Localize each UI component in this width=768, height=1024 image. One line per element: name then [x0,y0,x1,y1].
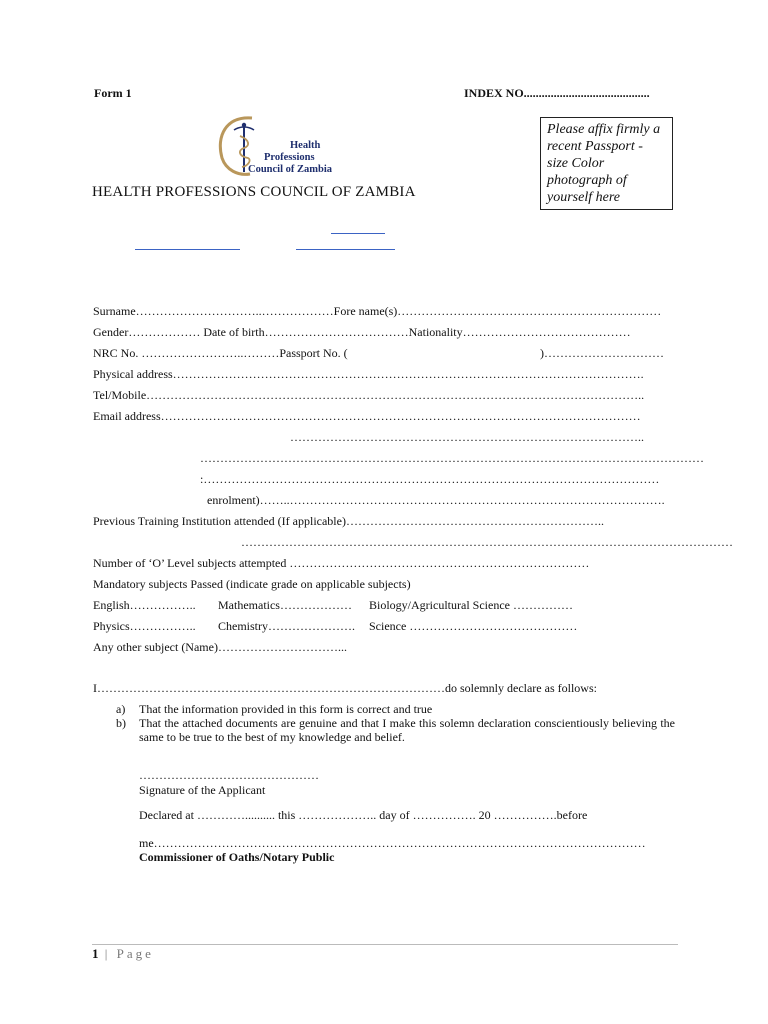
passport-photo-box: Please affix firmly a recent Passport - size Color photograph of yourself here [540,117,673,210]
form-number-label: Form 1 [94,86,132,100]
tel-mobile-field[interactable]: Tel/Mobile…………………………………………………………………………………………………………….. [93,388,645,402]
nrc-passport-field[interactable]: NRC No. ……………………..………Passport No. ( [93,346,348,360]
declaration-intro[interactable]: I……………………………………………………………………………do solemnly declare as follows: [93,681,597,695]
physics-grade-field[interactable]: Physics…………….. [93,619,196,633]
council-title: HEALTH PROFESSIONS COUNCIL OF ZAMBIA [92,184,416,200]
underline-blank [296,249,395,250]
science-grade-field[interactable]: Science …………………………………… [369,619,578,633]
chemistry-grade-field[interactable]: Chemistry…………………. [218,619,355,633]
declaration-item-b: That the attached documents are genuine and that I make this solemn declaration conscientiously believing the same to be true to the best of my knowledge and belief. [139,716,675,744]
footer-divider [92,944,678,945]
physical-address-field[interactable]: Physical address………………………………………………………………………………………………………. [93,367,644,381]
logo-line-council: Council of Zambia [248,164,333,175]
biology-grade-field[interactable]: Biology/Agricultural Science …………… [369,598,573,612]
signature-label: Signature of the Applicant [139,783,266,797]
index-number-field[interactable]: INDEX NO.......................................... [464,86,650,100]
council-logo [214,112,354,182]
olevel-subjects-field[interactable]: Number of ‘O’ Level subjects attempted ………………………………………………………………… [93,556,590,570]
signature-line[interactable]: ……………………………………… [139,768,319,782]
declaration-item-a: That the information provided in this form is correct and true [139,702,433,716]
logo-line-professions: Professions [264,152,315,163]
mathematics-grade-field[interactable]: Mathematics……………… [218,598,352,612]
english-grade-field[interactable]: English…………….. [93,598,196,612]
previous-training-field[interactable]: Previous Training Institution attended (If applicable)……………………………………………………….. [93,514,604,528]
email-address-field[interactable]: Email address………………………………………………………………………………………………………… [93,409,641,423]
list-marker: b) [116,716,126,730]
logo-line-health: Health [290,140,321,151]
other-subject-field[interactable]: Any other subject (Name)…………………………... [93,640,347,654]
mandatory-subjects-label: Mandatory subjects Passed (indicate grade on applicable subjects) [93,577,411,591]
underline-blank [135,249,240,250]
previous-training-continuation[interactable]: …………………………………………………………………………………………………………… [241,535,733,549]
page-label: | Page [98,946,154,961]
commissioner-label: Commissioner of Oaths/Notary Public [139,850,335,864]
passport-close-field[interactable]: )………………………… [540,346,664,360]
underline-blank [331,233,385,234]
blank-field[interactable]: :…………………………………………………………………………………………………… [200,472,660,486]
enrolment-field[interactable]: enrolment)……..…………………………………………………………………………………. [207,493,665,507]
blank-field[interactable]: …………………………………………………………………………….. [290,430,644,444]
before-me-field[interactable]: me…………………………………………………………………………………………………………… [139,836,646,850]
blank-field[interactable]: ……………………………………………………………………………………………………………… [200,451,704,465]
list-marker: a) [116,702,126,716]
surname-forenames-field[interactable]: Surname…………………………..………………Fore name(s)………………………………………………………… [93,304,662,318]
page-number [92,946,154,962]
declared-at-field[interactable]: Declared at ………….......... this ……………….. day of ……………. 20 …………….before [139,808,588,822]
page-number-value: 1 [92,946,99,961]
gender-dob-nationality-field[interactable]: Gender……………… Date of birth………………………………Nationality…………………………………… [93,325,631,339]
